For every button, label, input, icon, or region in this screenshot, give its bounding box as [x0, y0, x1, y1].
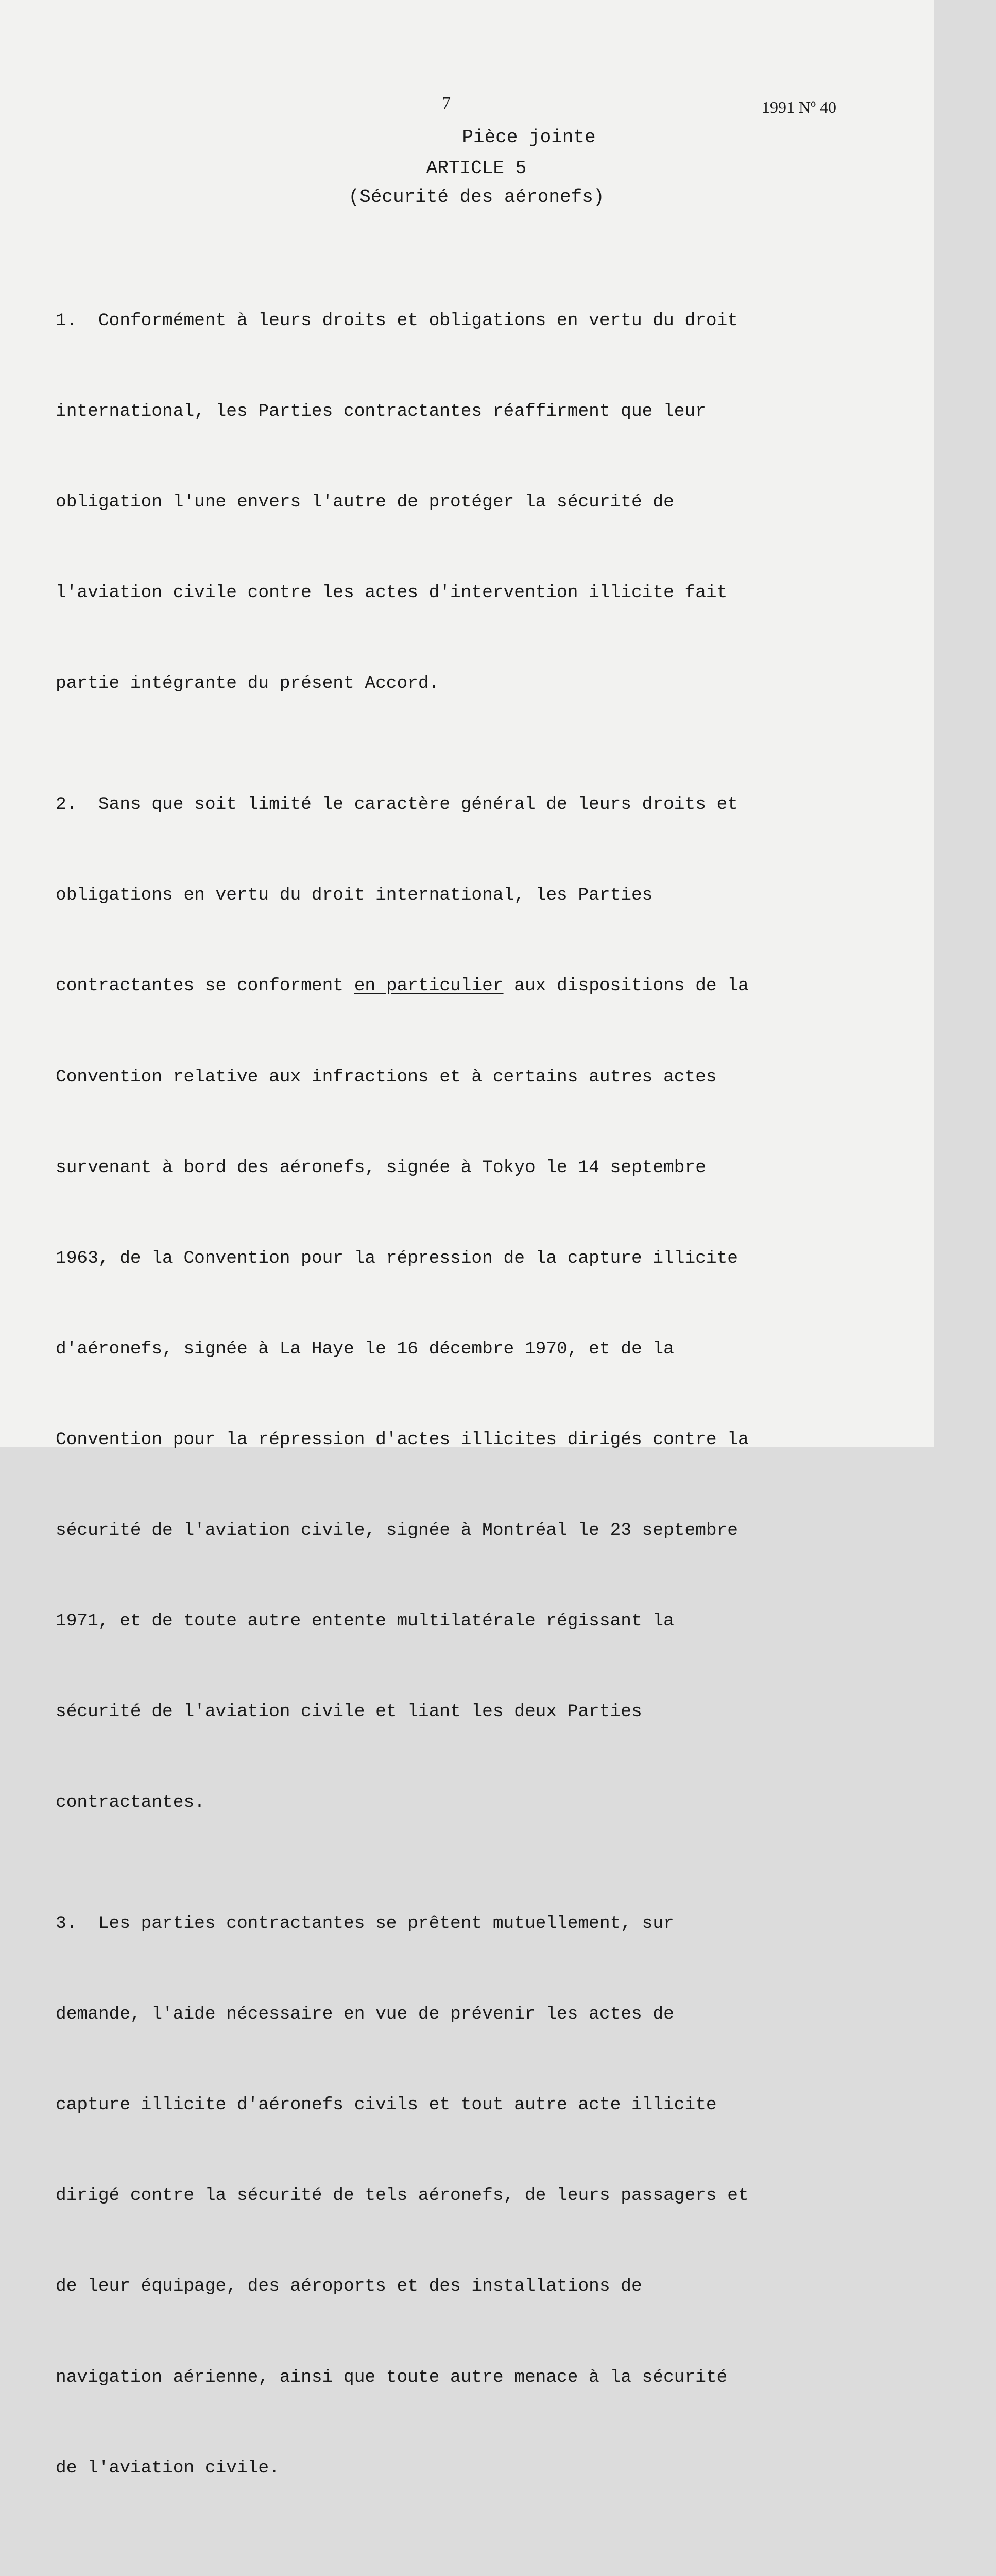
text-line: de l'aviation civile.	[56, 2458, 280, 2478]
attachment-label: Pièce jointe	[462, 127, 596, 148]
text-line: sécurité de l'aviation civile, signée à Montréal le 23 septembre	[56, 1520, 739, 1541]
text-line: international, les Parties contractantes réaffirment que leur	[56, 401, 706, 422]
text-line: obligations en vertu du droit international, les Parties	[56, 885, 653, 906]
text-line: d'aéronefs, signée à La Haye le 16 décembre 1970, et de la	[56, 1338, 674, 1359]
text-line: contractantes.	[56, 1792, 205, 1813]
text-fragment: aux dispositions de la	[503, 976, 749, 996]
text-line-with-underline	[56, 971, 838, 1002]
text-line: obligation l'une envers l'autre de protéger la sécurité de	[56, 492, 674, 513]
text-line: 3. Les parties contractantes se prêtent mutuellement, sur	[56, 1913, 674, 1934]
text-line: 1963, de la Convention pour la répression de la capture illicite	[56, 1248, 739, 1268]
text-line: l'aviation civile contre les actes d'intervention illicite fait	[56, 583, 728, 603]
article-title: ARTICLE 5	[426, 158, 527, 179]
text-line: de leur équipage, des aéroports et des installations de	[56, 2276, 642, 2297]
text-line: partie intégrante du présent Accord.	[56, 673, 440, 694]
text-line: 2. Sans que soit limité le caractère général de leurs droits et	[56, 794, 739, 815]
text-line: Convention relative aux infractions et à certains autres actes	[56, 1066, 717, 1087]
underlined-phrase: en particulier	[354, 976, 504, 996]
article-body	[56, 215, 838, 2576]
text-line: 1971, et de toute autre entente multilatérale régissant la	[56, 1611, 674, 1632]
text-line: dirigé contre la sécurité de tels aéronefs, de leurs passagers et	[56, 2185, 749, 2206]
text-line: demande, l'aide nécessaire en vue de prévenir les actes de	[56, 2004, 674, 2025]
text-line: sécurité de l'aviation civile et liant les deux Parties	[56, 1702, 642, 1722]
page-number: 7	[442, 94, 451, 113]
text-line: survenant à bord des aéronefs, signée à Tokyo le 14 septembre	[56, 1157, 706, 1178]
text-line	[56, 2574, 838, 2576]
article-subtitle: (Sécurité des aéronefs)	[348, 187, 605, 208]
text-line: navigation aérienne, ainsi que toute autre menace à la sécurité	[56, 2367, 728, 2387]
text-line: Convention pour la répression d'actes illicites dirigés contre la	[56, 1429, 749, 1450]
text-line: capture illicite d'aéronefs civils et tout autre acte illicite	[56, 2095, 717, 2115]
text-fragment: contractantes se conforment	[56, 976, 354, 996]
document-reference: 1991 Nº 40	[761, 98, 836, 116]
text-line: 1. Conformément à leurs droits et obligations en vertu du droit	[56, 311, 739, 331]
